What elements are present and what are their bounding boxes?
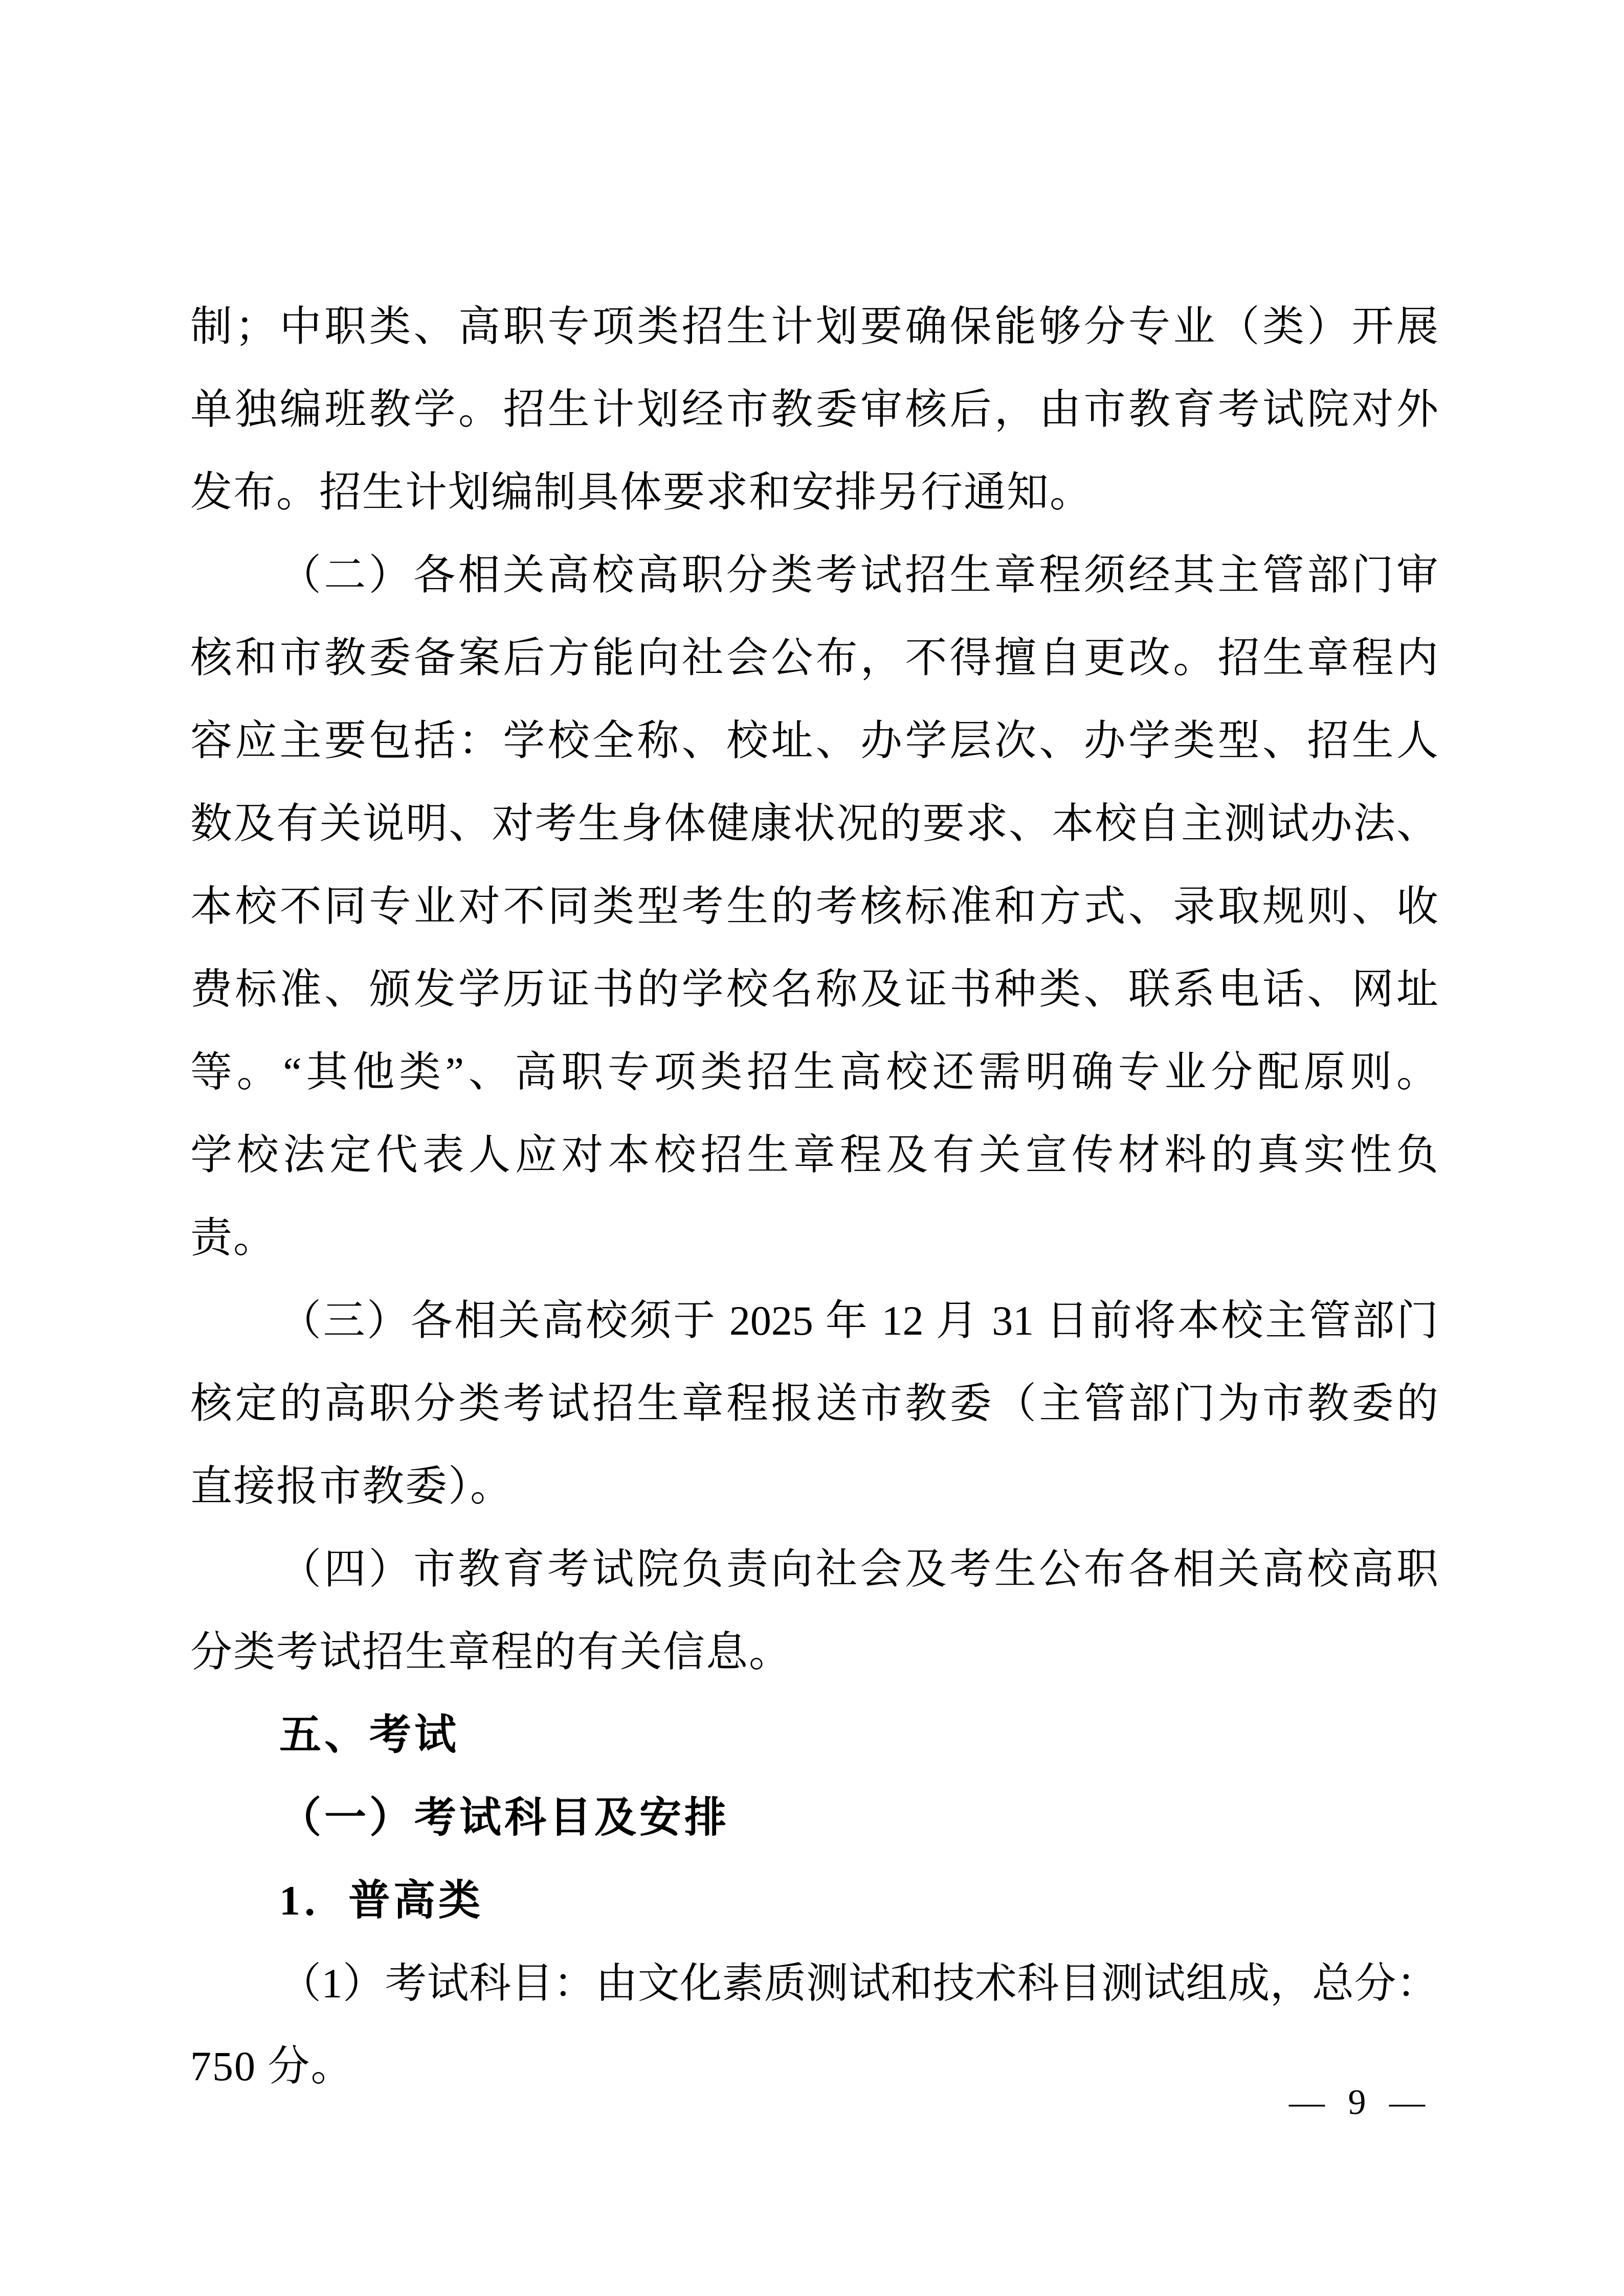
document-body (190, 285, 1438, 2108)
text-line-22: 750 分。 (190, 2043, 354, 2089)
text-line-11: 学校法定代表人应对本校招生章程及有关宣传材料的真实性负 (190, 1132, 1438, 1178)
text-line-16: （四）市教育考试院负责向社会及考生公布各相关高校高职 (279, 1546, 1438, 1592)
text-line-05: 核和市教委备案后方能向社会公布，不得擅自更改。招生章程内 (190, 635, 1438, 681)
text-line-09: 费标准、颁发学历证书的学校名称及证书种类、联系电话、网址 (190, 966, 1438, 1012)
text-line-03: 发布。招生计划编制具体要求和安排另行通知。 (190, 469, 1093, 515)
text-line-01: 制；中职类、高职专项类招生计划要确保能够分专业（类）开展 (190, 303, 1438, 350)
page-number: — 9 — (1289, 2083, 1432, 2122)
heading-section-five: 五、考试 (279, 1712, 460, 1758)
text-line-12: 责。 (190, 1214, 277, 1261)
text-line-10: 等。“其他类”、高职专项类招生高校还需明确专业分配原则。 (190, 1049, 1438, 1095)
text-line-21: （1）考试科目：由文化素质测试和技术科目测试组成，总分： (279, 1960, 1438, 2007)
heading-item-putong: 1．普高类 (279, 1877, 484, 1924)
heading-subsection-one: （一）考试科目及安排 (279, 1794, 730, 1841)
text-line-06: 容应主要包括：学校全称、校址、办学层次、办学类型、招生人 (190, 717, 1438, 764)
text-line-08: 本校不同专业对不同类型考生的考核标准和方式、录取规则、收 (190, 883, 1438, 930)
text-line-14: 核定的高职分类考试招生章程报送市教委（主管部门为市教委的 (190, 1380, 1438, 1427)
text-line-07: 数及有关说明、对考生身体健康状况的要求、本校自主测试办法、 (190, 800, 1438, 847)
text-line-13: （三）各相关高校须于 2025 年 12 月 31 日前将本校主管部门 (279, 1297, 1438, 1344)
text-line-02: 单独编班教学。招生计划经市教委审核后，由市教育考试院对外 (190, 386, 1438, 433)
text-line-17: 分类考试招生章程的有关信息。 (190, 1629, 792, 1675)
text-line-15: 直接报市教委）。 (190, 1463, 514, 1510)
text-line-04: （二）各相关高校高职分类考试招生章程须经其主管部门审 (279, 552, 1438, 598)
